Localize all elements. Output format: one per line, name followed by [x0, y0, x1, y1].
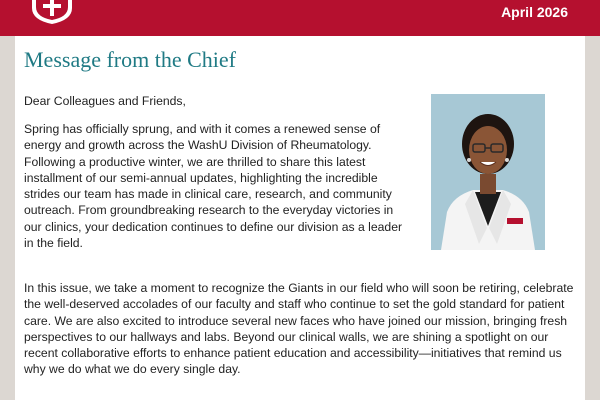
intro-paragraph: Spring has officially sprung, and with it comes a renewed sense of energy and growth across the WashU Division of Rheumatology. Following a productive winter, we are thrilled to share this latest installment of our semi-annual updates, highlighting the incredible strides our team has made in clinical care, research, and community outreach. From groundbreaking research to the everyday victories in our clinics, your dedication continues to define our division as a leader in the field.: [24, 122, 403, 251]
body-paragraph: In this issue, we take a moment to recognize the Giants in our field who will soon be retiring, celebrate the well-deserved accolades of our faculty and staff who continue to set the gold standard for patient care. We are also excited to introduce several new faces who have joined our mission, bringing fresh perspectives to our hallways and labs. Beyond our clinical walls, we are shining a spotlight on our recent collaborative efforts to enhance patient education and accessibility—initiatives that remind us why we do what we do every single day.: [24, 281, 574, 377]
portrait-illustration: [431, 94, 545, 250]
chief-portrait: [431, 94, 545, 250]
issue-date: April 2026: [501, 4, 568, 20]
page-title: Message from the Chief: [24, 47, 236, 72]
newsletter-card: [15, 36, 585, 400]
header-bar: [0, 0, 600, 36]
university-shield-icon: [30, 0, 74, 24]
greeting: Dear Colleagues and Friends,: [24, 94, 186, 108]
